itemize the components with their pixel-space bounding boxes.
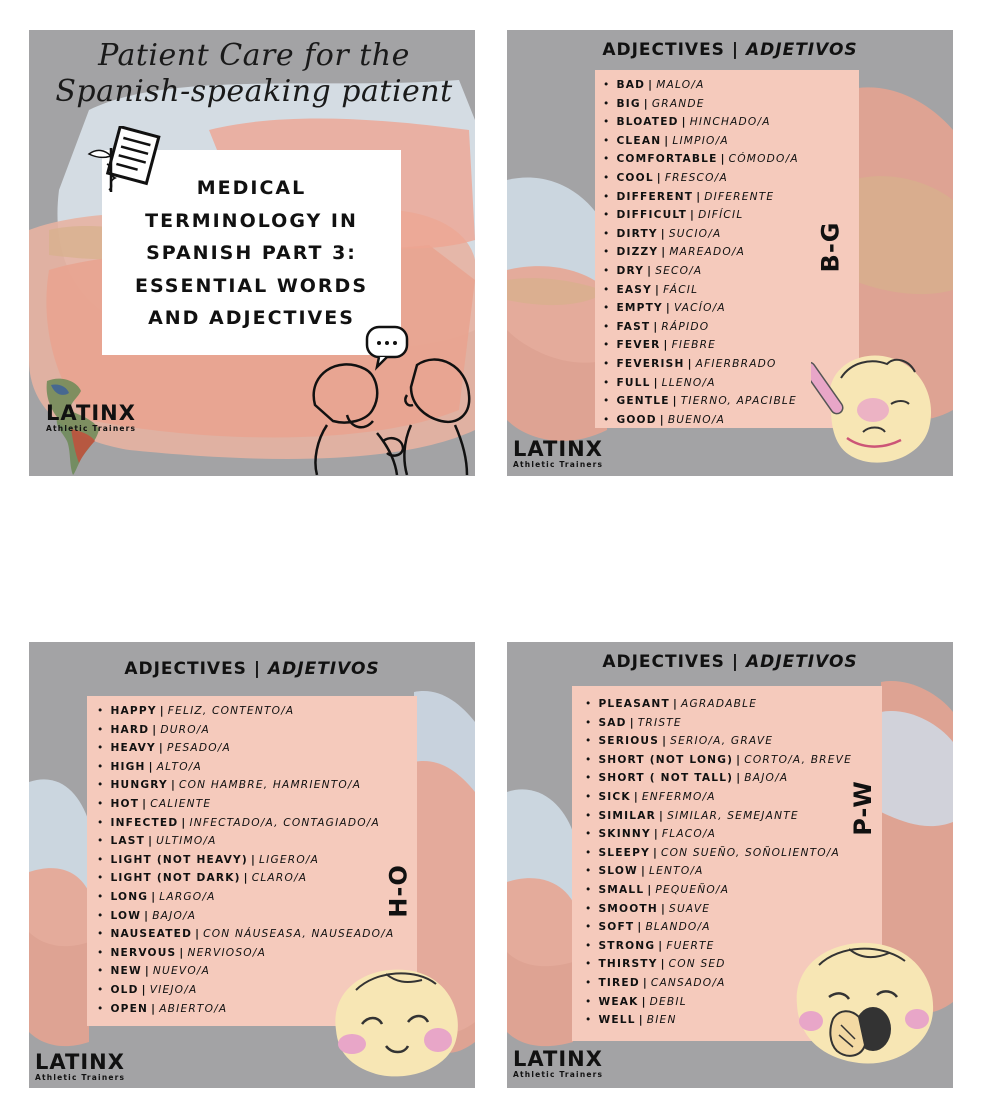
- list-item: • DRY | SECO/A: [603, 262, 799, 281]
- conversation-people-icon: [307, 325, 475, 475]
- main-title-line2: TERMINOLOGY IN: [145, 209, 358, 232]
- list-item: • NAUSEATED | CON NÁUSEASA, NAUSEADO/A: [97, 925, 394, 944]
- list-item: • SERIOUS | SERIO/A, GRAVE: [585, 732, 852, 751]
- logo-subtitle: Athletic Trainers: [513, 1070, 604, 1079]
- panel-title: [507, 40, 953, 60]
- logo-subtitle: Athletic Trainers: [513, 460, 604, 469]
- range-label: H-O: [384, 864, 413, 918]
- list-item: • COMFORTABLE | CÓMODO/A: [603, 150, 799, 169]
- list-item: • HUNGRY | CON HAMBRE, HAMRIENTO/A: [97, 776, 394, 795]
- list-item: • STRONG | FUERTE: [585, 937, 852, 956]
- list-item: • HARD | DURO/A: [97, 721, 394, 740]
- adjectives-panel-p-w: [507, 642, 953, 1088]
- list-item: • HIGH | ALTO/A: [97, 758, 394, 777]
- title-separator: |: [731, 40, 740, 60]
- list-item: • DIFFICULT | DIFÍCIL: [603, 206, 799, 225]
- happy-face-icon: [326, 960, 466, 1080]
- script-title: [39, 38, 469, 110]
- list-item: • FEVER | FIEBRE: [603, 336, 799, 355]
- list-item: • SMOOTH | SUAVE: [585, 900, 852, 919]
- panel-title: [29, 659, 475, 679]
- latinx-logo: [46, 402, 136, 433]
- list-item: • EMPTY | VACÍO/A: [603, 299, 799, 318]
- title-separator: |: [253, 659, 262, 679]
- logo-text: LATINX: [35, 1050, 125, 1074]
- list-item: • TIRED | CANSADO/A: [585, 974, 852, 993]
- script-title-line2: Spanish-speaking patient: [55, 74, 453, 109]
- list-item: • WELL | BIEN: [585, 1011, 852, 1030]
- adjectives-panel-b-g: [507, 30, 953, 476]
- list-item: • FEVERISH | AFIERBRADO: [603, 355, 799, 374]
- list-item: • DIFFERENT | DIFERENTE: [603, 188, 799, 207]
- list-item: • DIRTY | SUCIO/A: [603, 225, 799, 244]
- main-title-line4: ESSENTIAL WORDS: [134, 274, 369, 297]
- range-label: P-W: [848, 780, 877, 836]
- list-item: • BAD | MALO/A: [603, 76, 799, 95]
- title-spanish: ADJETIVOS: [268, 659, 380, 679]
- list-item: • SHORT (NOT LONG) | CORTO/A, BREVE: [585, 751, 852, 770]
- latinx-logo: [35, 1051, 125, 1082]
- script-title-line1: Patient Care for the: [98, 38, 410, 73]
- latinx-logo: [513, 1048, 603, 1079]
- list-item: • LONG | LARGO/A: [97, 888, 394, 907]
- logo-text: LATINX: [513, 437, 603, 461]
- sick-face-thermometer-icon: [811, 348, 941, 468]
- list-item: • LIGHT (NOT HEAVY) | LIGERO/A: [97, 851, 394, 870]
- list-item: • GOOD | BUENO/A: [603, 411, 799, 430]
- title-english: ADJECTIVES: [124, 659, 247, 679]
- list-item: • NEW | NUEVO/A: [97, 962, 394, 981]
- list-item: • CLEAN | LIMPIO/A: [603, 132, 799, 151]
- list-item: • SLEEPY | CON SUEÑO, SOÑOLIENTO/A: [585, 844, 852, 863]
- logo-text: LATINX: [46, 401, 136, 425]
- list-item: • PLEASANT | AGRADABLE: [585, 695, 852, 714]
- list-item: • INFECTED | INFECTADO/A, CONTAGIADO/A: [97, 814, 394, 833]
- list-item: • OLD | VIEJO/A: [97, 981, 394, 1000]
- latinx-logo: [513, 438, 603, 469]
- list-item: • SMALL | PEQUEÑO/A: [585, 881, 852, 900]
- main-title-line1: MEDICAL: [196, 177, 307, 199]
- list-item: • SICK | ENFERMO/A: [585, 788, 852, 807]
- list-item: • OPEN | ABIERTO/A: [97, 1000, 394, 1019]
- title-english: ADJECTIVES: [602, 652, 725, 672]
- list-item: • SOFT | BLANDO/A: [585, 918, 852, 937]
- title-spanish: ADJETIVOS: [746, 652, 858, 672]
- logo-text: LATINX: [513, 1047, 603, 1071]
- main-title-line5: AND ADJECTIVES: [148, 307, 355, 329]
- list-item: • SIMILAR | SIMILAR, SEMEJANTE: [585, 807, 852, 826]
- list-item: • GENTLE | TIERNO, APACIBLE: [603, 392, 799, 411]
- list-item: • HOT | CALIENTE: [97, 795, 394, 814]
- list-item: • NERVOUS | NERVIOSO/A: [97, 944, 394, 963]
- list-item: • EASY | FÁCIL: [603, 281, 799, 300]
- list-item: • SAD | TRISTE: [585, 714, 852, 733]
- panel-title: [507, 652, 953, 672]
- list-item: • DIZZY | MAREADO/A: [603, 243, 799, 262]
- list-item: • SHORT ( NOT TALL) | BAJO/A: [585, 769, 852, 788]
- list-item: • HEAVY | PESADO/A: [97, 739, 394, 758]
- cover-panel: [29, 30, 475, 476]
- main-title-line3: SPANISH PART 3:: [146, 242, 357, 264]
- adjectives-panel-h-o: [29, 642, 475, 1088]
- list-item: • WEAK | DEBIL: [585, 993, 852, 1012]
- list-item: • HAPPY | FELIZ, CONTENTO/A: [97, 702, 394, 721]
- list-item: • FAST | RÁPIDO: [603, 318, 799, 337]
- title-spanish: ADJETIVOS: [746, 40, 858, 60]
- word-list: [603, 76, 799, 429]
- list-item: • SLOW | LENTO/A: [585, 862, 852, 881]
- yawning-face-icon: [789, 935, 939, 1070]
- main-title: [102, 172, 401, 335]
- list-item: • BLOATED | HINCHADO/A: [603, 113, 799, 132]
- list-item: • COOL | FRESCO/A: [603, 169, 799, 188]
- list-item: • LOW | BAJO/A: [97, 907, 394, 926]
- list-item: • BIG | GRANDE: [603, 95, 799, 114]
- list-item: • SKINNY | FLACO/A: [585, 825, 852, 844]
- title-english: ADJECTIVES: [602, 40, 725, 60]
- range-label: B-G: [816, 221, 845, 273]
- list-item: • FULL | LLENO/A: [603, 374, 799, 393]
- logo-subtitle: Athletic Trainers: [35, 1073, 126, 1082]
- logo-subtitle: Athletic Trainers: [46, 424, 137, 433]
- list-item: • LIGHT (NOT DARK) | CLARO/A: [97, 869, 394, 888]
- list-item: • THIRSTY | CON SED: [585, 955, 852, 974]
- title-separator: |: [731, 652, 740, 672]
- list-item: • LAST | ULTIMO/A: [97, 832, 394, 851]
